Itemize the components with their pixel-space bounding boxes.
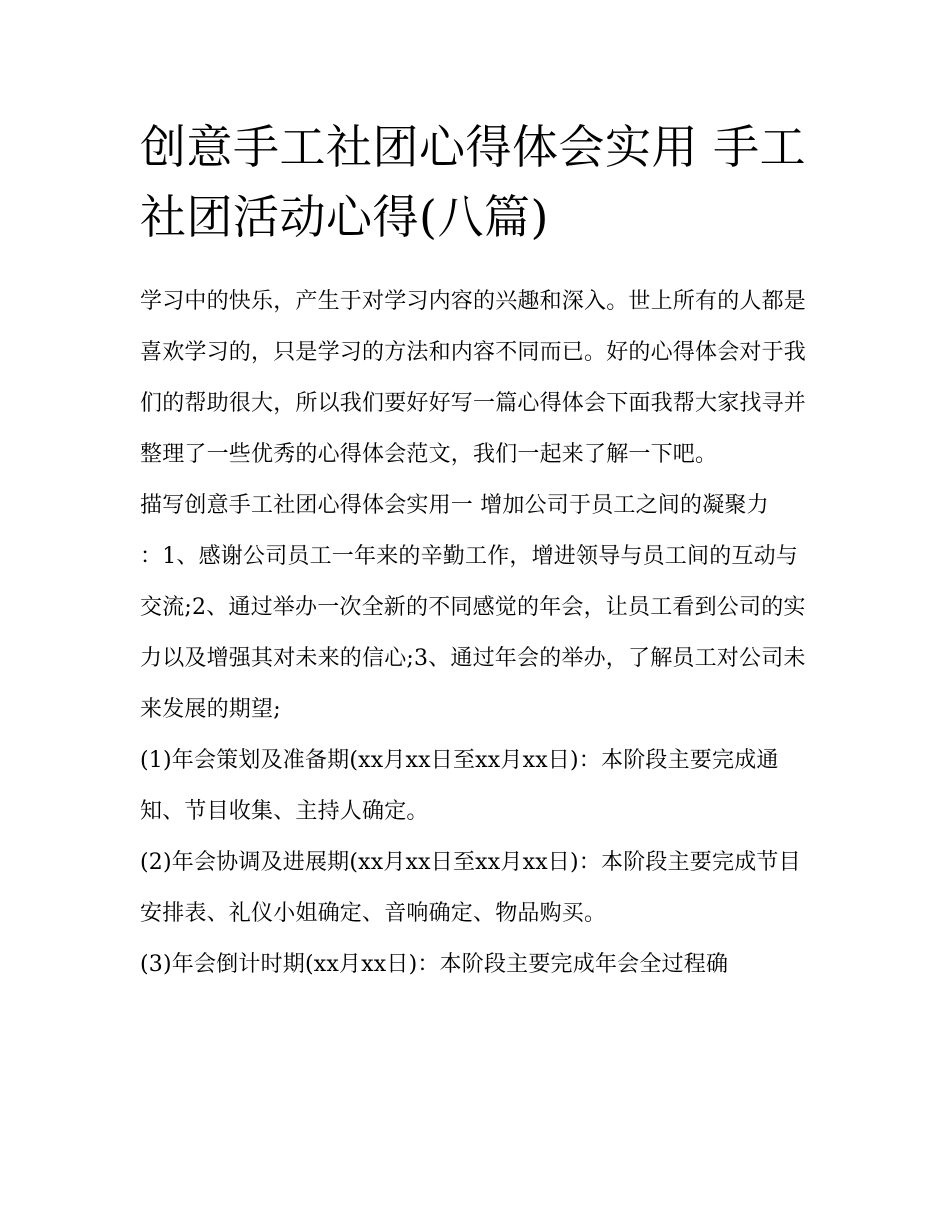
paragraph-phase-1: (1)年会策划及准备期(xx月xx日至xx月xx日)：本阶段主要完成通知、节目收集、主持人确定。 bbox=[140, 748, 779, 824]
paragraph-section-heading: 描写创意手工社团心得体会实用一 增加公司于员工之间的凝聚力 bbox=[140, 493, 769, 518]
document-body bbox=[140, 276, 815, 990]
paragraph-goals: ：1、感谢公司员工一年来的辛勤工作，增进领导与员工间的互动与交流;2、通过举办一次全新的不同感觉的年会，让员工看到公司的实力以及增强其对未来的信心;3、通过年会的举办，了解员工对公司未来发展的期望; bbox=[140, 544, 806, 722]
paragraph-intro: 学习中的快乐，产生于对学习内容的兴趣和深入。世上所有的人都是喜欢学习的，只是学习的方法和内容不同而已。好的心得体会对于我们的帮助很大，所以我们要好好写一篇心得体会下面我帮大家找寻并整理了一些优秀的心得体会范文，我们一起来了解一下吧。 bbox=[140, 289, 807, 467]
document-title: 创意手工社团心得体会实用 手工社团活动心得(八篇) bbox=[140, 120, 807, 244]
paragraph-phase-2: (2)年会协调及进展期(xx月xx日至xx月xx日)：本阶段主要完成节目安排表、礼仪小姐确定、音响确定、物品购买。 bbox=[140, 850, 801, 926]
paragraph-phase-3: (3)年会倒计时期(xx月xx日)：本阶段主要完成年会全过程确 bbox=[140, 952, 729, 977]
